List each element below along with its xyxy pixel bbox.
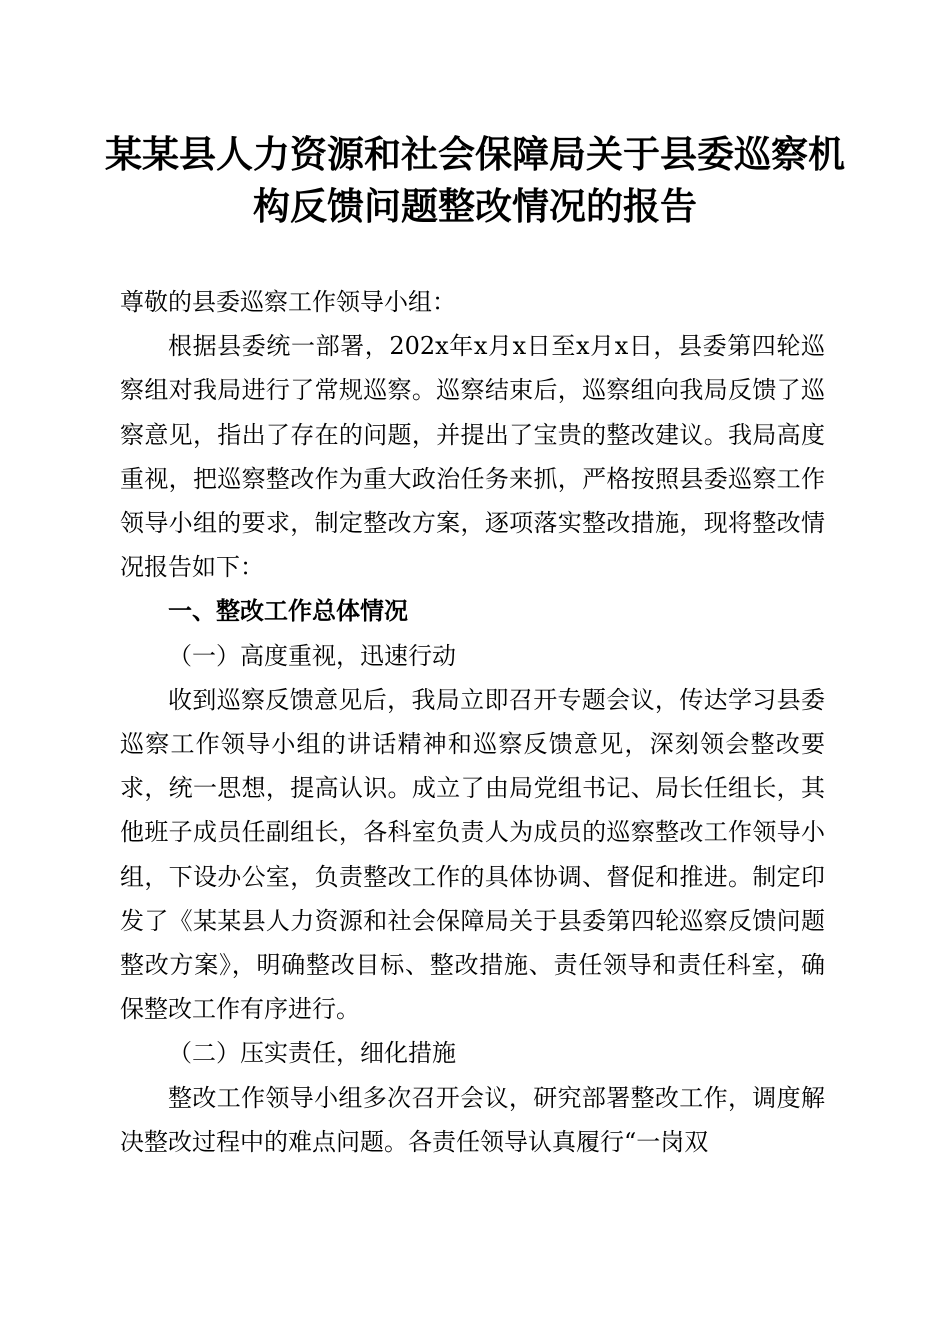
subsection-heading-1: （一）高度重视，迅速行动 bbox=[168, 641, 456, 670]
section-heading-1: 一、整改工作总体情况 bbox=[168, 597, 408, 626]
document-title: 某某县人力资源和社会保障局关于县委巡察机构反馈问题整改情况的报告 bbox=[105, 132, 845, 228]
subsection-paragraph-1: 收到巡察反馈意见后，我局立即召开专题会议，传达学习县委巡察工作领导小组的讲话精神和巡察反馈意见，深刻领会整改要求，统一思想，提高认识。成立了由局党组书记、局长任组长，其他班子成员任副组长，各科室负责人为成员的巡察整改工作领导小组，下设办公室，负责整改工作的具体协调、督促和推进。制定印发了《某某县人力资源和社会保障局关于县委第四轮巡察反馈问题整改方案》，明确整改目标、整改措施、责任领导和责任科室，确保整改工作有序进行。 bbox=[120, 685, 825, 1024]
subsection-paragraph-2: 整改工作领导小组多次召开会议，研究部署整改工作，调度解决整改过程中的难点问题。各责任领导认真履行“一岗双 bbox=[120, 1083, 825, 1156]
document-body bbox=[120, 280, 825, 1164]
salutation: 尊敬的县委巡察工作领导小组： bbox=[120, 288, 456, 316]
subsection-heading-2: （二）压实责任，细化措施 bbox=[168, 1039, 456, 1068]
intro-paragraph: 根据县委统一部署，202x年x月x日至x月x日，县委第四轮巡察组对我局进行了常规巡察。巡察结束后，巡察组向我局反馈了巡察意见，指出了存在的问题，并提出了宝贵的整改建议。我局高度重视，把巡察整改作为重大政治任务来抓，严格按照县委巡察工作领导小组的要求，制定整改方案，逐项落实整改措施，现将整改情况报告如下： bbox=[120, 332, 825, 582]
